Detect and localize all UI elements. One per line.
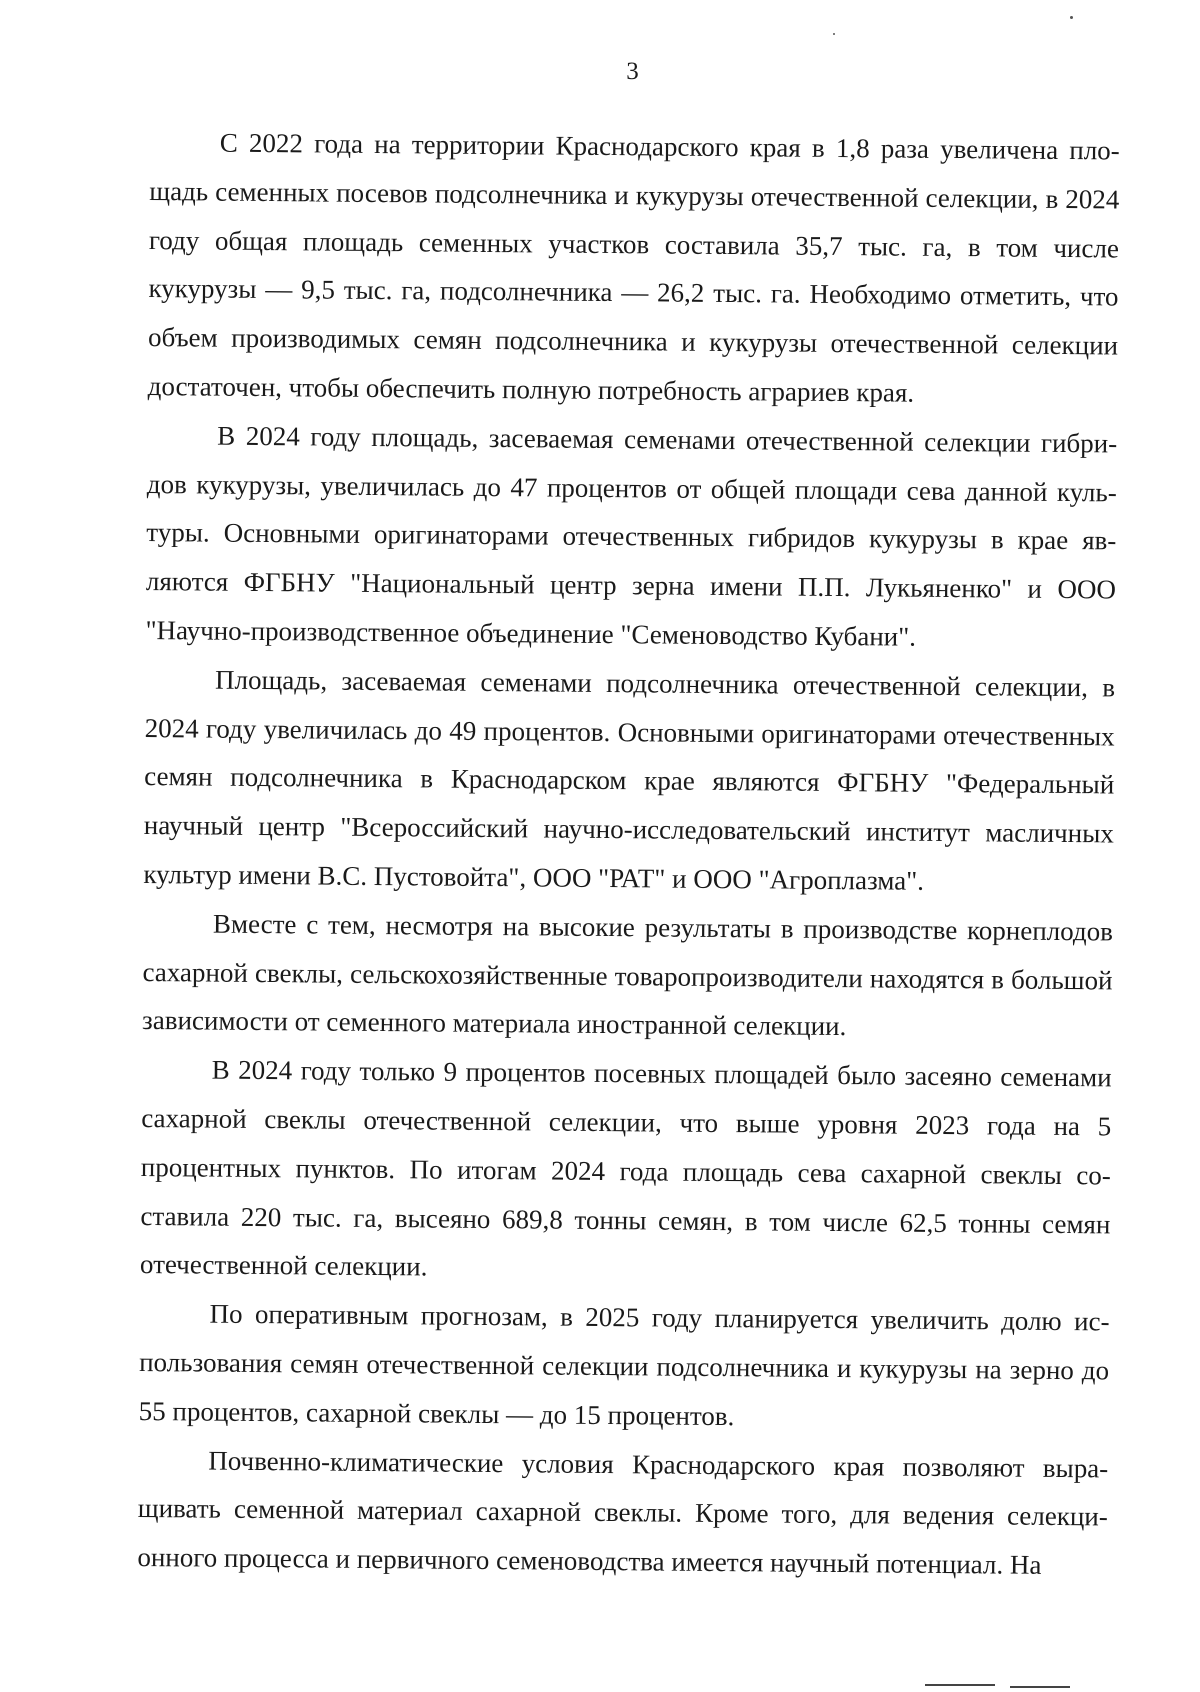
paragraph-seed-area-2022: С 2022 года на территории Краснодарского края в 1,8 раза увеличена площадь семенных посевов подсолнечника и кукурузы отечественной селекции, в 2024 году общая площадь семенных участков составила 35,7 тыс. га, в том числе кукурузы — 9,5 тыс. га, подсолнечника — 26,2 тыс. га. Необходимо отметить, что объем производимых семян подсолнечника и кукурузы отечественной селекции достаточен, чтобы обеспечить полную потребность аграриев края. <box>147 127 1120 408</box>
scan-edge-mark <box>1010 1686 1070 1688</box>
paragraph-corn-hybrids: В 2024 году площадь, засеваемая семенами отечественной селекции гибридов кукурузы, увеличилась до 47 процентов от общей площади сева данной культуры. Основными оригинаторами отечественных гибридов кукурузы в крае являются ФГБНУ "Национальный центр зерна имени П.П. Лукьяненко" и ООО "Научно-производственное объединение "Семеноводство Кубани". <box>145 420 1118 652</box>
page-number: 3 <box>626 58 639 85</box>
scan-speck <box>1070 16 1073 19</box>
paragraph-sunflower-seeds: Площадь, засеваемая семенами подсолнечника отечественной селекции, в 2024 году увеличилась до 49 процентов. Основными оригинаторами отечественных семян подсолнечника в Краснодарском крае являются ФГБНУ "Федеральный научный центр "Всероссийский научно-исследовательский институт масличных культур имени В.С. Пустовойта", ООО "РАТ" и ООО "Агроплазма". <box>143 664 1116 896</box>
paragraph-soil-climate: Почвенно-климатические условия Краснодарского края позволяют выращивать семенной материал сахарной свеклы. Кроме того, для ведения селекционного процесса и первичного семеноводства имеется научный потенциал. На <box>137 1445 1109 1580</box>
document-body <box>137 118 1120 1590</box>
scan-speck <box>833 33 835 35</box>
paragraph-sugar-beet-2024: В 2024 году только 9 процентов посевных площадей было засеяно семенами сахарной свеклы отечественной селекции, что выше уровня 2023 года на 5 процентных пунктов. По итогам 2024 года площадь сева сахарной свеклы составила 220 тыс. га, высеяно 689,8 тонны семян, в том числе 62,5 тонны семян отечественной селекции. <box>139 1054 1112 1282</box>
scan-edge-mark <box>925 1684 995 1686</box>
paragraph-sugar-beet-dependence: Вместе с тем, несмотря на высокие результаты в производстве корнеплодов сахарной свеклы, сельскохозяйственные товаропроизводители находятся в большой зависимости от семенного материала иностранной селекции. <box>141 908 1114 1042</box>
paragraph-forecast-2025: По оперативным прогнозам, в 2025 году планируется увеличить долю использования семян отечественной селекции подсолнечника и кукурузы на зерно до 55 процентов, сахарной свеклы — до 15 процентов. <box>138 1298 1110 1431</box>
